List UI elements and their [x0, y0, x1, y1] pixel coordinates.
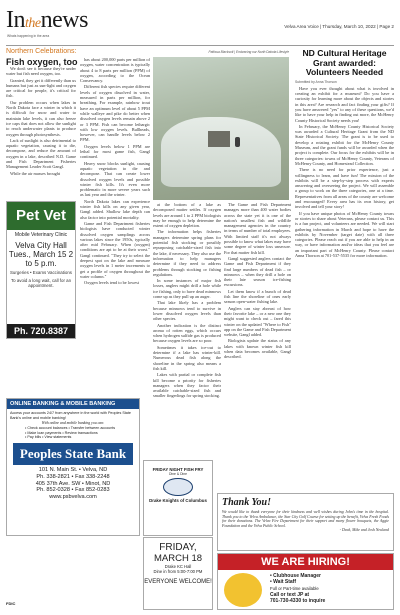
sidebar-headline: ND Cultural Heritage Grant awarded: Volunteers Needed — [302, 48, 387, 78]
list-item: Call or text JP at — [270, 591, 310, 598]
hiring-ad — [217, 553, 394, 610]
bank-italic: With online and mobile banking you can: — [41, 421, 105, 426]
address-line: Ph. 338-2821 • Fax 338-2248 — [36, 473, 110, 480]
petvet-note: To avoid a long wait, call for an appointment. — [10, 277, 72, 288]
article-paragraph: We don't see it because they're under water but fish need oxygen, too. — [6, 66, 76, 77]
article-paragraph: Our problem occurs when lakes in North Dakota face a winter in which it is difficult for snow and water to maintain lake levels, it can also freeze ice caps that does not allow the sunlight to reach underwater plants to produce oxygen through photosynthesis. — [6, 99, 76, 137]
petvet-ad — [6, 201, 76, 339]
list-item: • Make loan payments • Review transactions — [25, 430, 98, 435]
list-item: 701-730-4330 to inquire — [270, 598, 326, 605]
sidebar-article — [295, 49, 394, 479]
article-paragraph: Anglers can stay abreast of how their favorite lake – or a new one they might want to check out – fared this winter on the updated "Where to Fish" app on the Game and Fish Department website, Gangl added. — [224, 305, 291, 338]
fish-fry-ad — [143, 460, 213, 536]
list-item: • Wait Staff — [270, 579, 297, 586]
article-paragraph: The Game and Fish Department manages more than 400 water bodies across the state yet it is one of the nation's smallest fish and wildlife management agencies in the country in terms of number of total employees. With limited staff it's not always possible to know what lakes may have some degree of winter loss unsecure. For that matter fish kill. — [224, 202, 291, 255]
petvet-phone: Ph. 720.8387 — [7, 324, 75, 338]
article-column-2 — [80, 57, 150, 395]
article-paragraph: Heavy snow blocks sunlight, causing aquatic vegetation to die and decompose. That can create lower dissolved oxygen levels and possible winter fish kills. It's even more problematic in more severe years such as last year and the winter. — [80, 160, 150, 198]
article-paragraph: While the air masses brought — [10, 170, 61, 176]
article-paragraph: That lake likely has a problem because minnows tend to survive in lower dissolved oxygen levels than other species. — [153, 300, 221, 322]
event-hall: Drake KC Hall — [164, 564, 192, 569]
issue-line: Velva Area Voice | Thursday, March 10, 2022 | Page 2 — [284, 24, 394, 29]
bank-feature-list — [7, 425, 139, 441]
address-line: 101 N. Main St. • Velva, ND — [38, 466, 108, 473]
bank-header: ONLINE BANKING & MOBILE BANKING — [7, 399, 139, 409]
list-item: • Pay bills • View statements — [25, 435, 72, 440]
event-date: MARCH 18 — [153, 553, 203, 564]
sidebar-byline: Submitted by Anna Thorson — [295, 79, 337, 84]
event-time: Dine in from 5:00-7:00 PM — [153, 569, 203, 574]
article-photo — [153, 57, 289, 200]
event-day: FRIDAY, — [159, 542, 197, 553]
fish-fry-org: Drake Knights of Columbus — [149, 498, 207, 503]
knights-emblem-icon — [163, 478, 193, 496]
article-paragraph: Gangl suggested anglers contact the Game and Fish Department if they find large numbers of dead fish – or minnows – when they drill a hole on their late season ice-fishing excursions. — [224, 255, 291, 288]
photo-credit: Pattissa Blacksolt | Embracing our North Dakota Lifestyle — [208, 50, 289, 54]
article-paragraph: Let them know if a bunch of dead fish line the shoreline of ones early season open-water fishing lake. — [224, 288, 291, 305]
article-paragraph: has about 200,000 parts per million of oxygen, water concentration is typically about 4 to 8 parts per million (PPM) of oxygen, according to the Ocean Conservancy. — [80, 57, 150, 84]
article-paragraph: Another indication is the distinct aroma of rotten eggs, which occurs when hydrogen sulfide gas is produced because oxygen levels are so poor. — [153, 322, 221, 344]
fish-fry-sub: Dine & Dine — [168, 472, 188, 476]
event-footer: EVERYONE WELCOME! — [144, 579, 212, 585]
fdic-badge: FDIC — [6, 601, 16, 606]
list-item: • Clubhouse Manager — [270, 573, 321, 579]
fish-fry-date-ad — [143, 537, 213, 610]
article-paragraph: Sometimes it takes ice-out to determine if a lake has winter-kill. Numerous dead fish along the shoreline in the spring also means a fish kill. — [153, 344, 221, 371]
address-line: 405 37th Ave. SW • Minot, ND — [35, 480, 111, 487]
list-item: Full or Part-time available — [270, 585, 319, 591]
petvet-clinic-date: Velva City Hall Tues., March 15 2 to 5 p.m. — [8, 241, 74, 268]
photo-fish-house — [208, 131, 230, 147]
sidebar-paragraph: In February, the McHenry County Historical Society was awarded a Cultural Heritage Grant from the ND State Historical Society. The grant is to be used to develop a rotating exhibit for the McHenry County Museum, and the grant funds will be awarded when the project is complete. Our focus for the exhibits will be in three categories: towns of McHenry County, Veterans of McHenry County, and Homestead Collection. — [295, 123, 394, 166]
article-paragraph: Lakes with partial or complete fish kill become a priority for fisheries managers when they factor their available catchable-sized fish and smaller fingerlings for spring stocking. — [153, 372, 221, 399]
article-paragraph: The information helps fisheries managers determine spring plans for potential fish stocking or possibly repurposing catchable-sized fish into the lake, if necessary. They also use the information to help managers determine if they need to address problems through stocking or fishing regulations. — [153, 229, 221, 277]
article-column-3 — [153, 202, 221, 456]
hiring-header: WE ARE HIRING! — [218, 554, 393, 570]
thank-you-title: Thank You! — [222, 497, 272, 508]
article-paragraph: Game and Fish Department fisheries biologists have conducted winter dissolved oxygen samplings across various lakes since the 1950s, typically after mid February. When (oxygen) conditions are apt to be at their worst." Gangl continued. "They try to select the deepest spot on the lake and measure oxygen levels in 1 meter increments to get a profile of oxygen throughout the water column." — [80, 220, 150, 279]
thank-you-signature: - Deak, Mike and Josh Neuland — [339, 528, 389, 533]
article-paragraph: Lack of sunlight is also detrimental to aquatic vegetation, causing it to die, decompose, and reduce the amount of oxygen in a lake, described N.D. Game and Fish Department Fisheries Management Leader Scott Gangl. — [6, 137, 76, 170]
list-item: • Check account balances • Transfer between accounts — [25, 426, 116, 431]
bank-ad — [6, 398, 140, 536]
article-paragraph: North Dakota lakes can experience winter fish kills on any given year, Gangl added. Shallow lake depth can also factor into potential mortality. — [80, 198, 150, 220]
article-paragraph: Oxygen levels below 1 PPM are lethal for most game fish, Gangl continued. — [80, 143, 150, 160]
petvet-services: Surgeries • Exams Vaccinations — [10, 270, 72, 275]
petvet-subtitle: Mobile Veterinary Clinic — [14, 232, 68, 238]
bank-address — [7, 467, 139, 501]
main-headline: Fish oxygen, too — [6, 57, 78, 67]
photo-angler — [235, 137, 240, 147]
address-line: Ph. 852-0328 • Fax 852-0283 — [36, 487, 110, 494]
article-paragraph: Granted, they get it differently than us humans but just as sun-light and oxygen are critical for people, it's critical for fish. — [6, 77, 76, 99]
bank-logo: Peoples State Bank — [13, 443, 133, 465]
golf-course-logo-icon — [224, 573, 262, 607]
sidebar-paragraph: If you have unique photos of McHenry County towns or stories to share about Veterans, please contact us. This is a fun project, and volunteers are needed. We will start gathering information in March and hope to have the exhibits by November (target date) with all three categories. Please reach out if you are able to help in an way, or have information and/or ideas that you feel are an important part of McHenry County. Please contact Anna Thorson at 701-537-5535 for more information. — [295, 210, 394, 258]
article-paragraph: at the bottom of a lake as decomposed matter settles. If oxygen levels are around 1 to 2 PPM biologists may be enough to help determine the extent of oxygen depletion. — [153, 202, 221, 229]
article-paragraph: Biologists update the status of any lakes with known winter fish kill when data becomes available, Gangl described. — [224, 338, 291, 360]
article-column-4 — [224, 202, 291, 456]
section-label: Northern Celebrations: — [6, 48, 77, 55]
sidebar-paragraph: There is no need for prior experience, just a willingness to learn, and have fun! The mission of the exhibits will be a step-by-step process with experts answering and overseeing the project. We will assemble a group to work on the three categories, one at a time. Representatives from all areas of the county are welcome and encouraged! Every area has its own history, get involved and tell your story! — [295, 167, 394, 210]
article-paragraph: Different fish species require different levels of oxygen dissolved in water, measured in parts per million, for breathing. For example, rainbow trout have an optimum level of about 5 PPM while walleye and pike do better when dissolved oxygen levels remain above 2 or 3 PPM. Fish can become lethargic with low oxygen levels. Bullheads, however, can handle levels below 2 PPM. — [80, 84, 150, 143]
photo-ice — [161, 117, 281, 187]
bank-intro: Access your accounts 24/7 from anywhere in the world with Peoples State Bank's online and mobile banking! — [10, 411, 131, 420]
thank-you-body: We would like to thank everyone for their kindness and well wishes during John's time in the hospital. Thank you to the Velva Ambulance, the Star City Golf Course for setting up the benefit, Velva Fresh Foods for their donations. The Velva Fire Department for their support and many flower bouquets, the Aggie Foundation and the Velva Public School. — [222, 510, 389, 528]
sidebar-paragraph: Have you ever thought about what is involved in creating an exhibit for a museum? Do you have a curiosity for learning more about the objects and stories in this area? Are research and fact finding your gifts? If you have answered "yes" to any of these questions, we'd like to have your help in finding out more, the McHenry County Historical Society needs you! — [295, 85, 394, 123]
masthead-divider — [6, 45, 394, 46]
sidebar-body — [295, 86, 394, 259]
bank-website: www.psbvelva.com — [49, 494, 97, 501]
masthead-title: Inthenews — [6, 7, 88, 33]
masthead-tagline: Whats happening in the area — [7, 34, 50, 38]
thank-you-notice — [217, 493, 394, 551]
article-paragraph: Oxygen levels tend to be lowest — [84, 280, 140, 286]
petvet-logo: Pet Vet — [7, 202, 75, 230]
fish-fry-title: FRIDAY NIGHT FISH FRY — [152, 467, 204, 472]
article-column-1 — [6, 66, 76, 199]
hiring-list — [270, 573, 325, 604]
article-paragraph: In some instances of major fish losses, anglers might drill a hole while ice fishing, only to have dead minnows come up as they pull up an auger. — [153, 278, 221, 300]
masthead — [6, 8, 394, 42]
